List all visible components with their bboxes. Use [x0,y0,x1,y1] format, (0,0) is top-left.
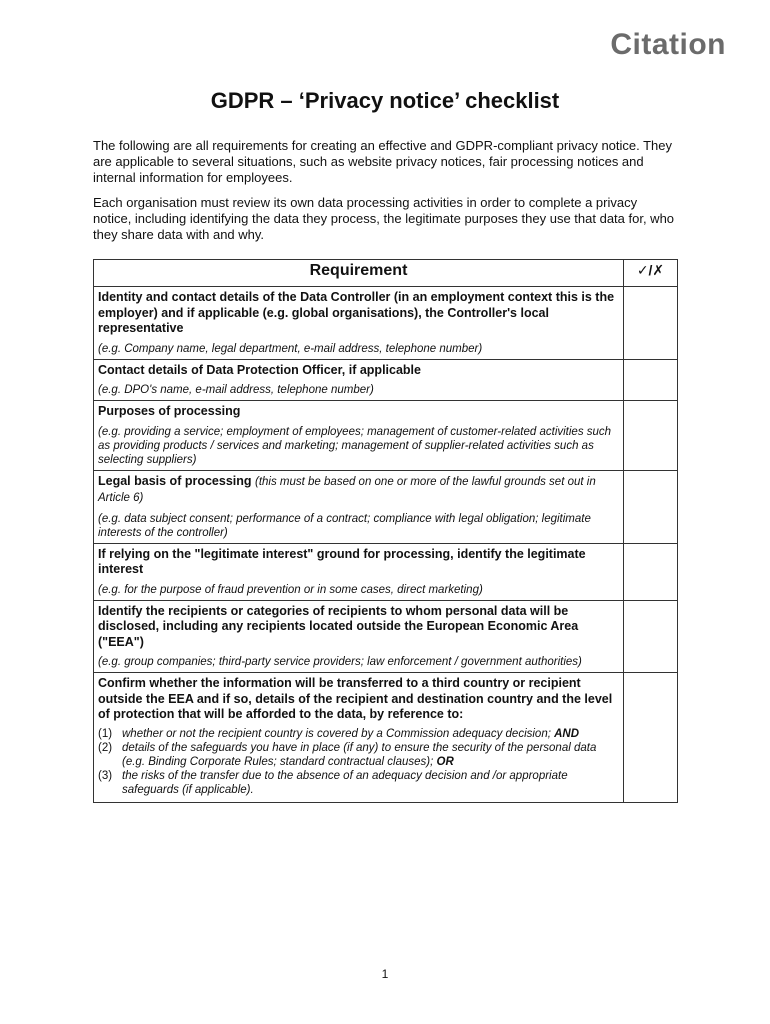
page-number: 1 [381,967,389,981]
requirement-cell [94,600,624,673]
table-row [94,600,678,673]
requirement-heading [98,474,619,507]
requirement-title: Identity and contact details of the Data Controller (in an employment context this is the employer) and if applicable (e.g. global organisations), the Controller's local representative [98,290,615,335]
condition-connector: AND [554,727,580,740]
table-row [94,673,678,803]
intro-paragraph-2: Each organisation must review its own data processing activities in order to complete a privacy notice, including identifying the data they process, the legitimate purposes they use that data for, who they share data with and why. [93,195,675,242]
condition-item [98,769,619,797]
condition-body [122,727,579,741]
condition-number: (2) [98,741,113,754]
requirement-title: Legal basis of processing [98,473,252,488]
condition-body [122,769,619,797]
check-cell[interactable] [624,287,678,360]
requirement-title: Purposes of processing [98,404,241,418]
citation-logo: Citation [610,28,726,61]
table-header-row [94,260,678,287]
condition-text: details of the safeguards you have in place (if any) to ensure the security of the personal data (e.g. Binding Corporate Rules; standard contractual clauses); [122,741,597,768]
requirement-title: Identify the recipients or categories of recipients to whom personal data will be disclosed, including any recipients located outside the European Economic Area ("EEA") [98,603,579,649]
check-cell[interactable] [624,543,678,600]
requirement-example: (e.g. for the purpose of fraud prevention or in some cases, direct marketing) [98,583,483,596]
condition-list [98,727,619,797]
condition-number: (3) [98,769,113,782]
check-cell[interactable] [624,470,678,543]
requirement-example: (e.g. providing a service; employment of employees; management of customer-related activities such as providing products / services and marketing; management of supplier-related activities such as selecting suppliers) [98,425,612,466]
requirement-cell [94,470,624,543]
requirement-cell [94,543,624,600]
table-row [94,287,678,360]
condition-body [122,741,619,769]
requirement-title: Confirm whether the information will be transferred to a third country or recipient outside the EEA and if so, details of the recipient and destination country and the level of protection that will be afforded to the data, by reference to: [98,676,613,721]
intro-paragraph-1: The following are all requirements for creating an effective and GDPR-compliant privacy notice. They are applicable to several situations, such as website privacy notices, fair processing notices and internal information for employees. [93,138,673,185]
requirement-cell [94,287,624,360]
check-cell[interactable] [624,401,678,471]
requirement-cell [94,401,624,471]
condition-item [98,727,619,741]
check-column-header: ✓/✗ [624,260,678,287]
requirements-table [93,259,678,803]
table-row [94,543,678,600]
condition-connector: OR [436,755,454,768]
requirement-column-header: Requirement [94,260,624,287]
requirement-note: (this must be based on one or more of the lawful grounds set out in Article 6) [98,475,596,504]
requirement-example: (e.g. Company name, legal department, e-mail address, telephone number) [98,342,483,355]
table-row [94,359,678,401]
table-row [94,401,678,471]
check-cell[interactable] [624,600,678,673]
check-cell[interactable] [624,673,678,803]
condition-text: the risks of the transfer due to the absence of an adequacy decision and /or appropriate safeguards (if applicable). [122,769,568,796]
table-row [94,470,678,543]
requirement-example: (e.g. data subject consent; performance of a contract; compliance with legal obligation; legitimate interests of the controller) [98,512,591,539]
requirement-cell [94,359,624,401]
page-title: GDPR – ‘Privacy notice’ checklist [210,88,560,113]
requirement-example: (e.g. DPO's name, e-mail address, telephone number) [98,384,374,396]
condition-number: (1) [98,727,113,740]
check-cell[interactable] [624,359,678,401]
requirement-title: If relying on the "legitimate interest" ground for processing, identify the legitimate interest [98,546,586,576]
condition-text: whether or not the recipient country is covered by a Commission adequacy decision; [122,727,555,740]
requirement-example: (e.g. group companies; third-party service providers; law enforcement / government authorities) [98,656,582,668]
condition-item [98,741,619,769]
requirement-cell [94,673,624,803]
requirement-title: Contact details of Data Protection Officer, if applicable [98,362,421,377]
